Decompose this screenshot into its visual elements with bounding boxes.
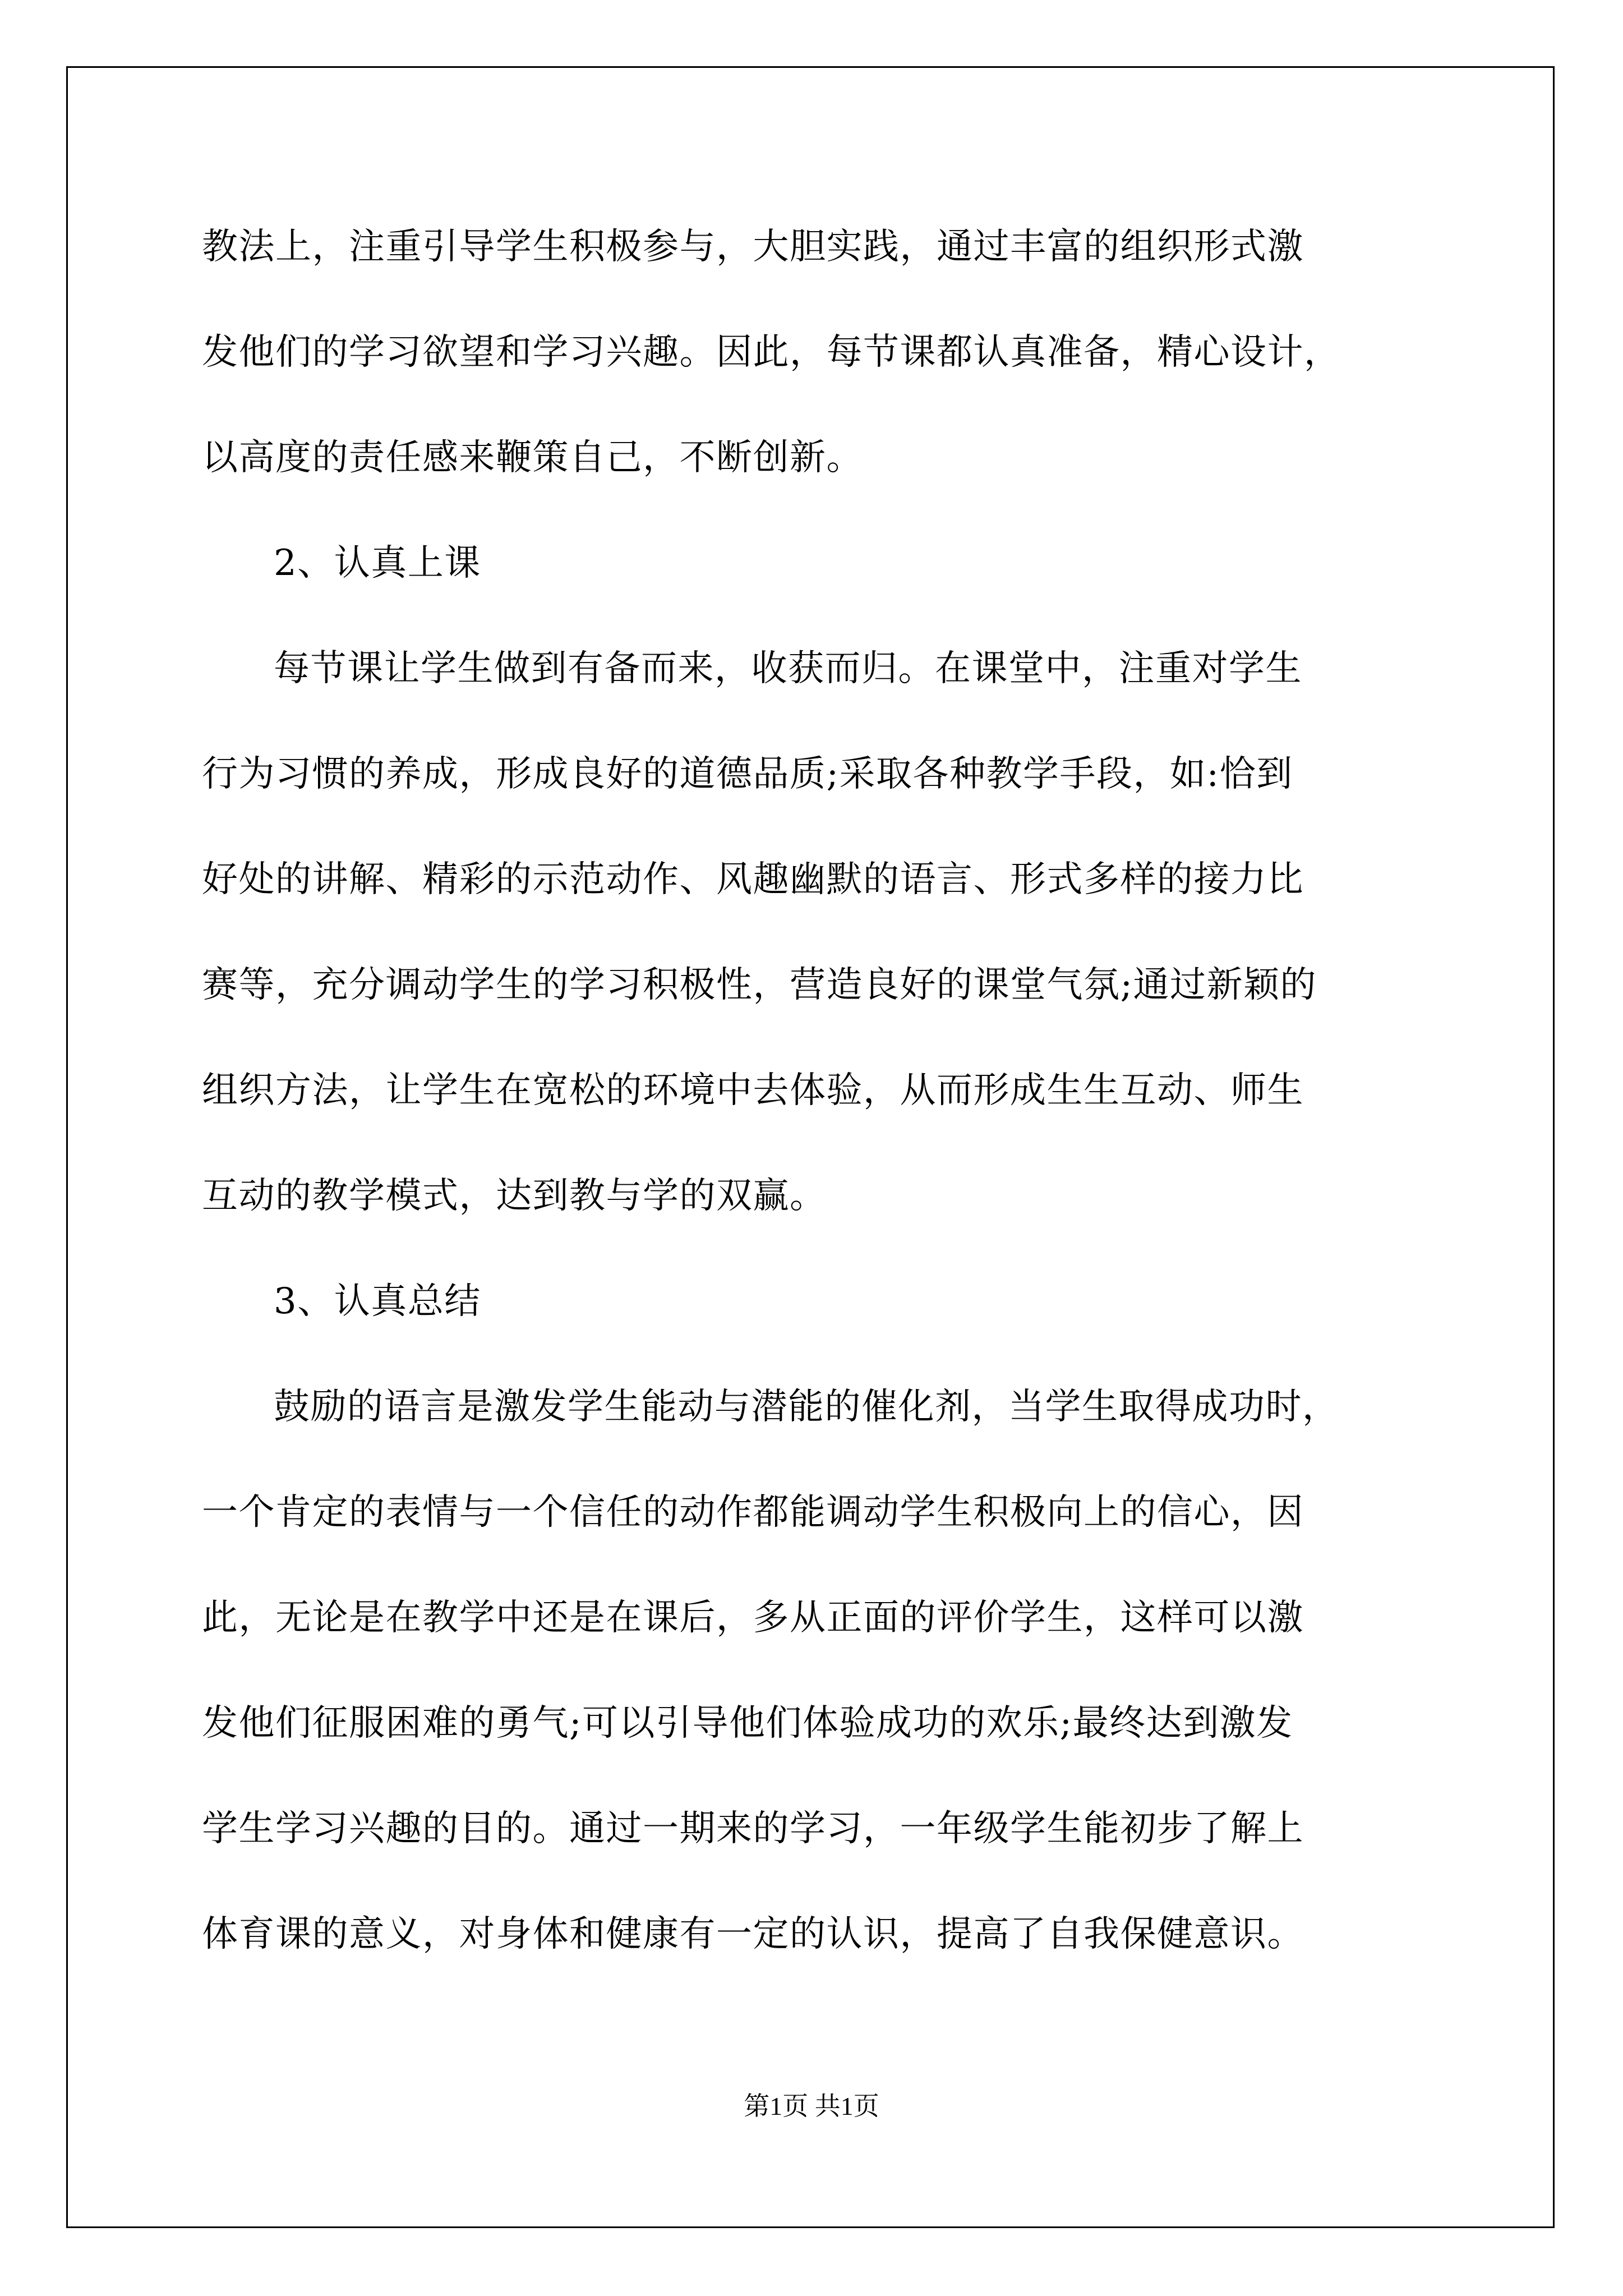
text-line: 行为习惯的养成，形成良好的道德品质;采取各种教学手段，如:恰到 <box>202 753 1293 795</box>
text-line: 每节课让学生做到有备而来，收获而归。在课堂中，注重对学生 <box>274 648 1302 689</box>
section-heading: 3、认真总结 <box>274 1281 481 1322</box>
page-border <box>66 66 1555 2228</box>
page-number-footer: 第1页 共1页 <box>744 2092 879 2120</box>
text-line: 组织方法，让学生在宽松的环境中去体验，从而形成生生互动、师生 <box>202 1070 1304 1111</box>
text-line: 以高度的责任感来鞭策自己，不断创新。 <box>202 437 863 478</box>
text-line: 一个肯定的表情与一个信任的动作都能调动学生积极向上的信心，因 <box>202 1492 1304 1533</box>
text-line: 发他们的学习欲望和学习兴趣。因此，每节课都认真准备，精心设计， <box>202 332 1341 373</box>
text-line: 鼓励的语言是激发学生能动与潜能的催化剂，当学生取得成功时， <box>274 1386 1339 1428</box>
text-line: 互动的教学模式，达到教与学的双赢。 <box>202 1175 827 1217</box>
text-line: 此，无论是在教学中还是在课后，多从正面的评价学生，这样可以激 <box>202 1597 1304 1639</box>
text-line: 教法上，注重引导学生积极参与，大胆实践，通过丰富的组织形式激 <box>202 226 1304 268</box>
text-line: 赛等，充分调动学生的学习积极性，营造良好的课堂气氛;通过新颖的 <box>202 964 1317 1006</box>
text-line: 学生学习兴趣的目的。通过一期来的学习，一年级学生能初步了解上 <box>202 1808 1304 1849</box>
text-line: 发他们征服困难的勇气;可以引导他们体验成功的欢乐;最终达到激发 <box>202 1703 1293 1744</box>
text-line: 体育课的意义，对身体和健康有一定的认识，提高了自我保健意识。 <box>202 1913 1304 1955</box>
text-line: 好处的讲解、精彩的示范动作、风趣幽默的语言、形式多样的接力比 <box>202 859 1304 900</box>
section-heading: 2、认真上课 <box>274 542 481 584</box>
